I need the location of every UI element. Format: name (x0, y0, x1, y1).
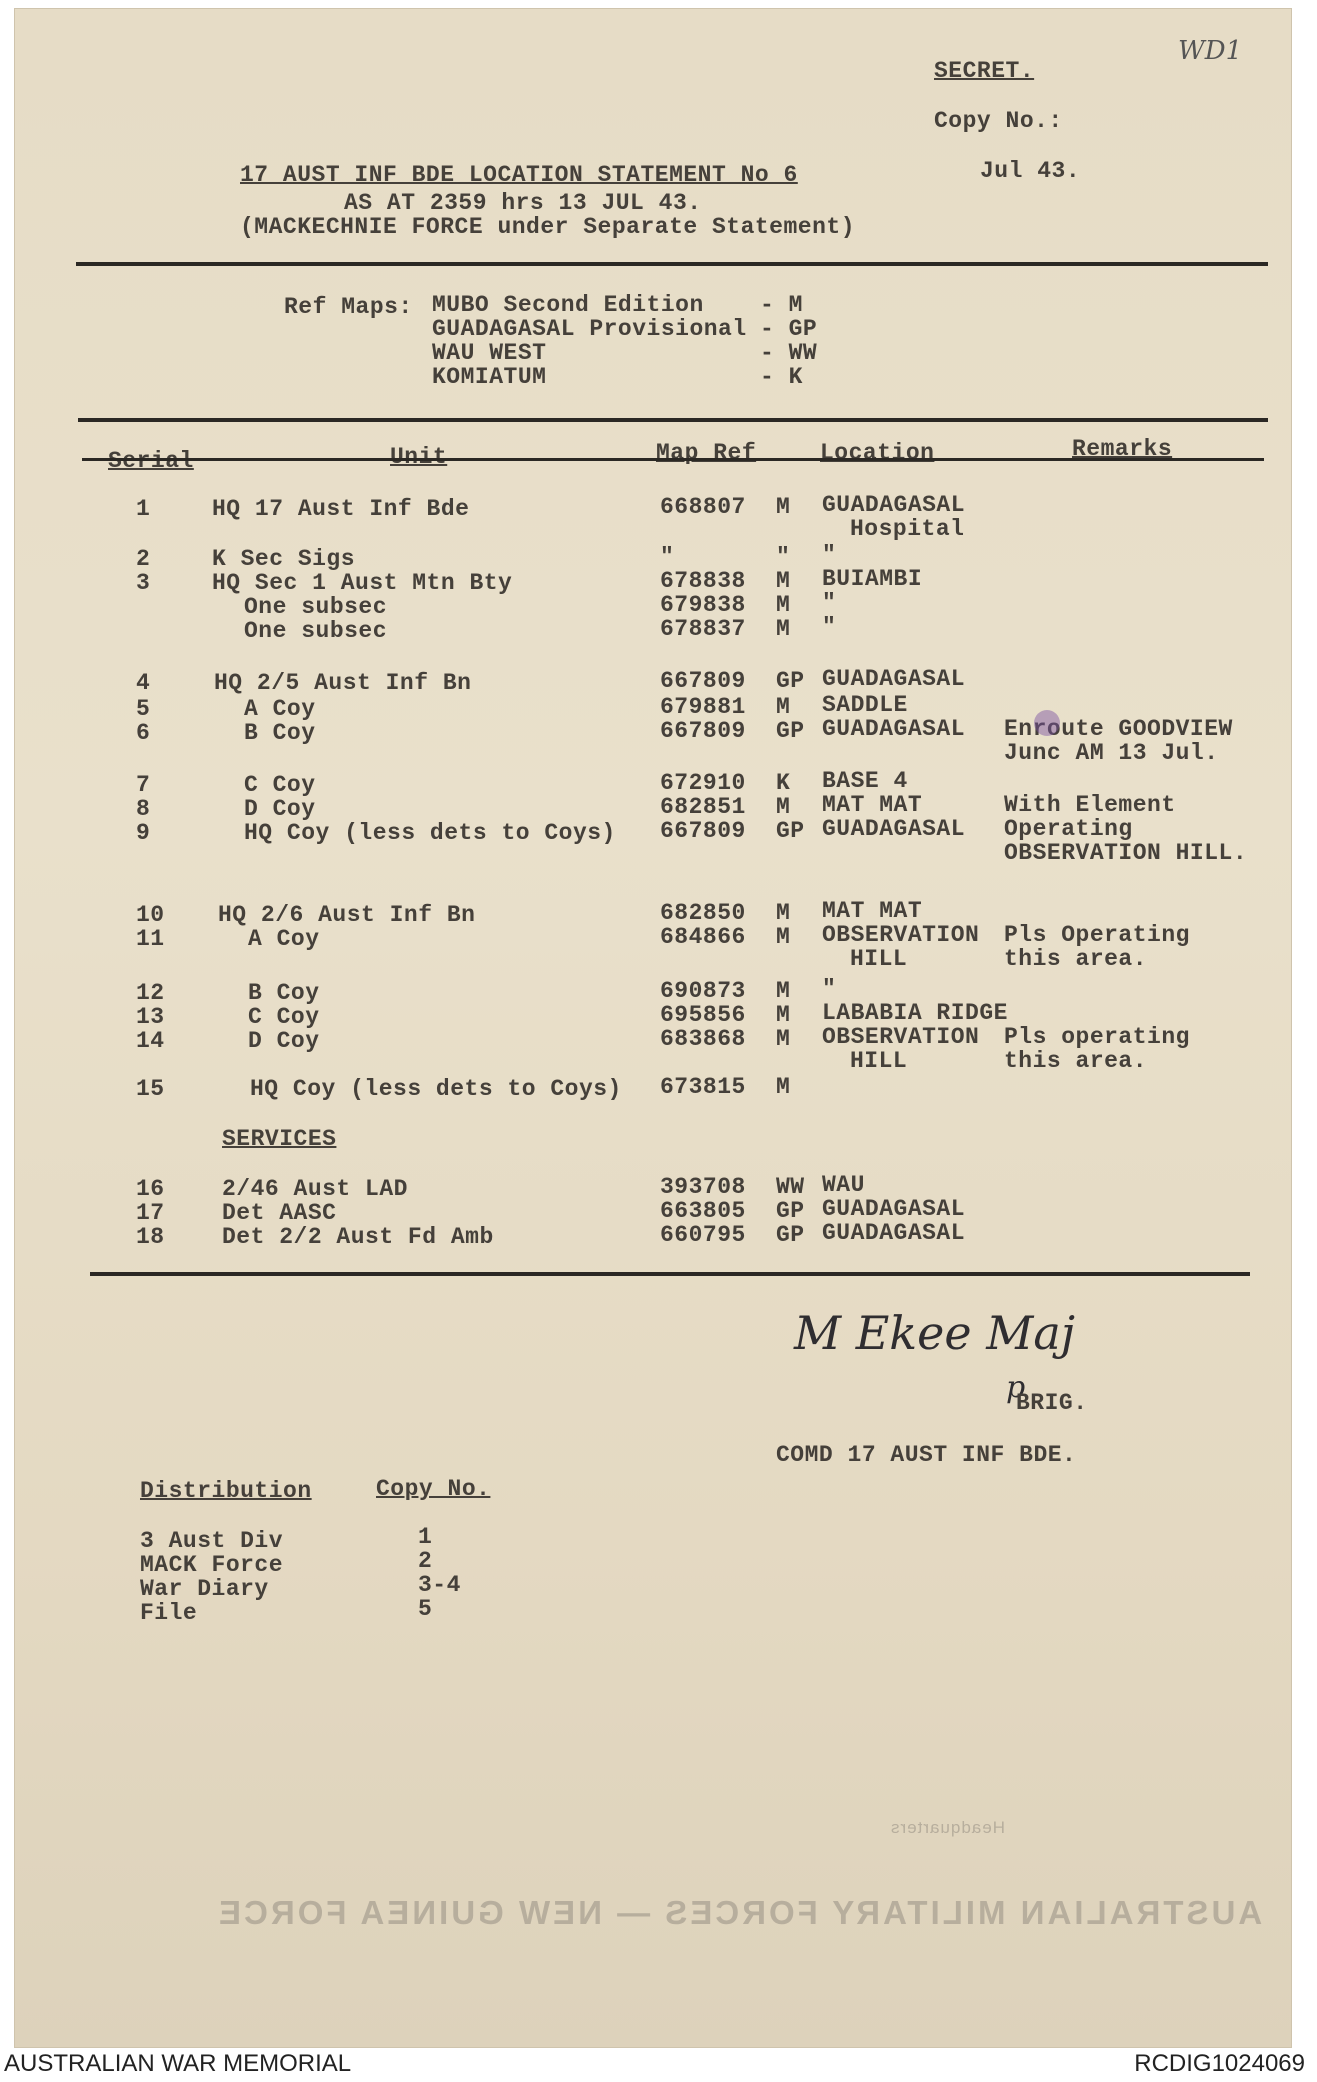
row-unit: A Coy (248, 926, 320, 952)
row-unit: 2/46 Aust LAD (222, 1176, 408, 1202)
row-unit: A Coy (244, 696, 316, 722)
row-remarks: Pls Operating (1004, 922, 1190, 948)
row-map-ref: 684866 (660, 924, 746, 950)
divider-bottom (90, 1272, 1250, 1276)
row-map-ref: 393708 (660, 1174, 746, 1200)
row-serial: 14 (136, 1028, 165, 1054)
distribution-recipient: 3 Aust Div (140, 1528, 284, 1554)
watermark-small: Headquarters (890, 1818, 1006, 1837)
row-map-code: M (776, 616, 791, 642)
row-location: GUADAGASAL (822, 492, 966, 518)
ink-stain (1034, 710, 1060, 736)
row-remarks: Enroute GOODVIEW (1004, 716, 1233, 742)
row-map-ref: 682851 (660, 794, 746, 820)
row-map-ref: 678838 (660, 568, 746, 594)
row-unit: B Coy (248, 980, 320, 1006)
row-location: GUADAGASAL (822, 1220, 966, 1246)
row-location: MAT MAT (822, 792, 923, 818)
ref-map-code: - WW (760, 340, 818, 366)
row-map-code: K (776, 770, 791, 796)
row-map-code: WW (776, 1174, 805, 1200)
row-serial: 11 (136, 926, 165, 952)
row-map-code: M (776, 694, 791, 720)
row-unit: HQ 2/5 Aust Inf Bn (214, 670, 472, 696)
row-location: LABABIA RIDGE (822, 1000, 1008, 1026)
header-rule (82, 458, 1264, 461)
header-remarks: Remarks (1072, 436, 1173, 462)
row-remarks-cont: OBSERVATION HILL. (1004, 840, 1248, 866)
row-location: MAT MAT (822, 898, 923, 924)
row-map-code: M (776, 592, 791, 618)
row-remarks: Operating (1004, 816, 1133, 842)
watermark-large: AUSTRALIAN MILITARY FORCES — NEW GUINEA FORCE (216, 1894, 1263, 1931)
row-location: OBSERVATION (822, 1024, 980, 1050)
row-map-code: GP (776, 1198, 805, 1224)
signature-rank: BRIG. (1016, 1390, 1088, 1416)
row-serial: 18 (136, 1224, 165, 1250)
row-remarks-cont: this area. (1004, 1048, 1148, 1074)
row-serial: 10 (136, 902, 165, 928)
row-location: WAU (822, 1172, 865, 1198)
row-location: " (822, 976, 837, 1002)
row-unit: HQ Coy (less dets to Coys) (250, 1076, 622, 1102)
distribution-recipient: MACK Force (140, 1552, 284, 1578)
row-serial: 6 (136, 720, 151, 746)
row-unit: One subsec (244, 594, 388, 620)
row-map-code: M (776, 924, 791, 950)
row-map-ref: 673815 (660, 1074, 746, 1100)
row-map-ref: 667809 (660, 668, 746, 694)
distribution-copy-number: 1 (418, 1524, 433, 1550)
row-map-code: M (776, 794, 791, 820)
row-serial: 5 (136, 696, 151, 722)
distribution-copy-number: 3-4 (418, 1572, 461, 1598)
row-map-code: M (776, 1074, 791, 1100)
row-unit: C Coy (244, 772, 316, 798)
row-serial: 17 (136, 1200, 165, 1226)
classification-mark: SECRET. (934, 58, 1035, 84)
row-map-ref: 695856 (660, 1002, 746, 1028)
header-serial: Serial (108, 448, 194, 474)
row-map-ref: 678837 (660, 616, 746, 642)
row-map-ref: 679881 (660, 694, 746, 720)
divider-top (76, 262, 1268, 266)
ref-map-name: KOMIATUM (432, 364, 547, 390)
document-note: (MACKECHNIE FORCE under Separate Statement) (240, 214, 855, 240)
row-location-cont: HILL (850, 946, 908, 972)
row-map-ref: 682850 (660, 900, 746, 926)
row-map-ref: 690873 (660, 978, 746, 1004)
header-unit: Unit (390, 444, 448, 470)
row-map-code: GP (776, 718, 805, 744)
row-location-cont: HILL (850, 1048, 908, 1074)
ref-map-code: - K (760, 364, 803, 390)
row-location-cont: Hospital (850, 516, 965, 542)
row-remarks: Pls operating (1004, 1024, 1190, 1050)
row-serial: 3 (136, 570, 151, 596)
row-map-code: M (776, 1002, 791, 1028)
document-subtitle: AS AT 2359 hrs 13 JUL 43. (344, 190, 702, 216)
row-location: " (822, 590, 837, 616)
row-unit: HQ 2/6 Aust Inf Bn (218, 902, 476, 928)
distribution-copy-number: 5 (418, 1596, 433, 1622)
document-date: Jul 43. (980, 158, 1081, 184)
signature-per: p (1006, 1370, 1026, 1405)
row-location: " (822, 542, 837, 568)
distribution-heading: Distribution (140, 1478, 312, 1504)
row-location: BUIAMBI (822, 566, 923, 592)
ref-map-code: - GP (760, 316, 818, 342)
row-unit: HQ Sec 1 Aust Mtn Bty (212, 570, 513, 596)
ref-map-name: GUADAGASAL Provisional (432, 316, 747, 342)
row-unit: B Coy (244, 720, 316, 746)
row-remarks-cont: this area. (1004, 946, 1148, 972)
row-map-ref: 672910 (660, 770, 746, 796)
row-unit: Det 2/2 Aust Fd Amb (222, 1224, 494, 1250)
ref-maps-label: Ref Maps: (284, 294, 413, 320)
row-serial: 12 (136, 980, 165, 1006)
row-serial: 1 (136, 496, 151, 522)
row-map-ref: 679838 (660, 592, 746, 618)
row-map-ref: 667809 (660, 718, 746, 744)
row-map-ref: " (660, 544, 675, 570)
footer-id: RCDIG1024069 (1134, 2050, 1305, 2077)
row-map-ref: 663805 (660, 1198, 746, 1224)
row-map-code: GP (776, 668, 805, 694)
distribution-recipient: File (140, 1600, 198, 1626)
divider-mid (78, 418, 1268, 422)
distribution-copy-heading: Copy No. (376, 1476, 491, 1502)
row-serial: 13 (136, 1004, 165, 1030)
row-unit: Det AASC (222, 1200, 337, 1226)
row-serial: 4 (136, 670, 151, 696)
row-serial: 16 (136, 1176, 165, 1202)
row-map-code: M (776, 494, 791, 520)
row-location: GUADAGASAL (822, 816, 966, 842)
row-map-code: M (776, 978, 791, 1004)
row-map-ref: 660795 (660, 1222, 746, 1248)
row-map-ref: 683868 (660, 1026, 746, 1052)
copy-number-label: Copy No.: (934, 108, 1063, 134)
header-location: Location (820, 440, 935, 466)
row-unit: One subsec (244, 618, 388, 644)
distribution-copy-number: 2 (418, 1548, 433, 1574)
ref-map-code: - M (760, 292, 803, 318)
row-map-code: M (776, 1026, 791, 1052)
footer-source: AUSTRALIAN WAR MEMORIAL (4, 2050, 352, 2077)
row-serial: 9 (136, 820, 151, 846)
ref-map-name: MUBO Second Edition (432, 292, 704, 318)
row-location: " (822, 614, 837, 640)
row-remarks-cont: Junc AM 13 Jul. (1004, 740, 1219, 766)
row-location: BASE 4 (822, 768, 908, 794)
row-serial: 2 (136, 546, 151, 572)
row-map-code: GP (776, 818, 805, 844)
row-remarks: With Element (1004, 792, 1176, 818)
row-serial: 8 (136, 796, 151, 822)
document-title: 17 AUST INF BDE LOCATION STATEMENT No 6 (240, 162, 798, 188)
ref-map-name: WAU WEST (432, 340, 547, 366)
distribution-recipient: War Diary (140, 1576, 269, 1602)
row-serial: 7 (136, 772, 151, 798)
row-unit: HQ 17 Aust Inf Bde (212, 496, 470, 522)
row-location: GUADAGASAL (822, 1196, 966, 1222)
row-location: GUADAGASAL (822, 716, 966, 742)
row-unit: D Coy (248, 1028, 320, 1054)
row-location: SADDLE (822, 692, 908, 718)
row-map-ref: 668807 (660, 494, 746, 520)
row-unit: K Sec Sigs (212, 546, 356, 572)
section-heading-services: SERVICES (222, 1126, 337, 1152)
handwritten-annotation: WD1 (1178, 36, 1243, 66)
row-unit: C Coy (248, 1004, 320, 1030)
row-map-code: GP (776, 1222, 805, 1248)
signature-appointment: COMD 17 AUST INF BDE. (776, 1442, 1077, 1468)
row-map-ref: 667809 (660, 818, 746, 844)
row-serial: 15 (136, 1076, 165, 1102)
signature: M Ekee Maj (794, 1306, 1076, 1360)
row-map-code: M (776, 568, 791, 594)
row-location: OBSERVATION (822, 922, 980, 948)
row-unit: HQ Coy (less dets to Coys) (244, 820, 616, 846)
row-map-code: M (776, 900, 791, 926)
row-unit: D Coy (244, 796, 316, 822)
row-location: GUADAGASAL (822, 666, 966, 692)
header-map-ref: Map Ref (656, 440, 757, 466)
row-map-code: " (776, 544, 791, 570)
